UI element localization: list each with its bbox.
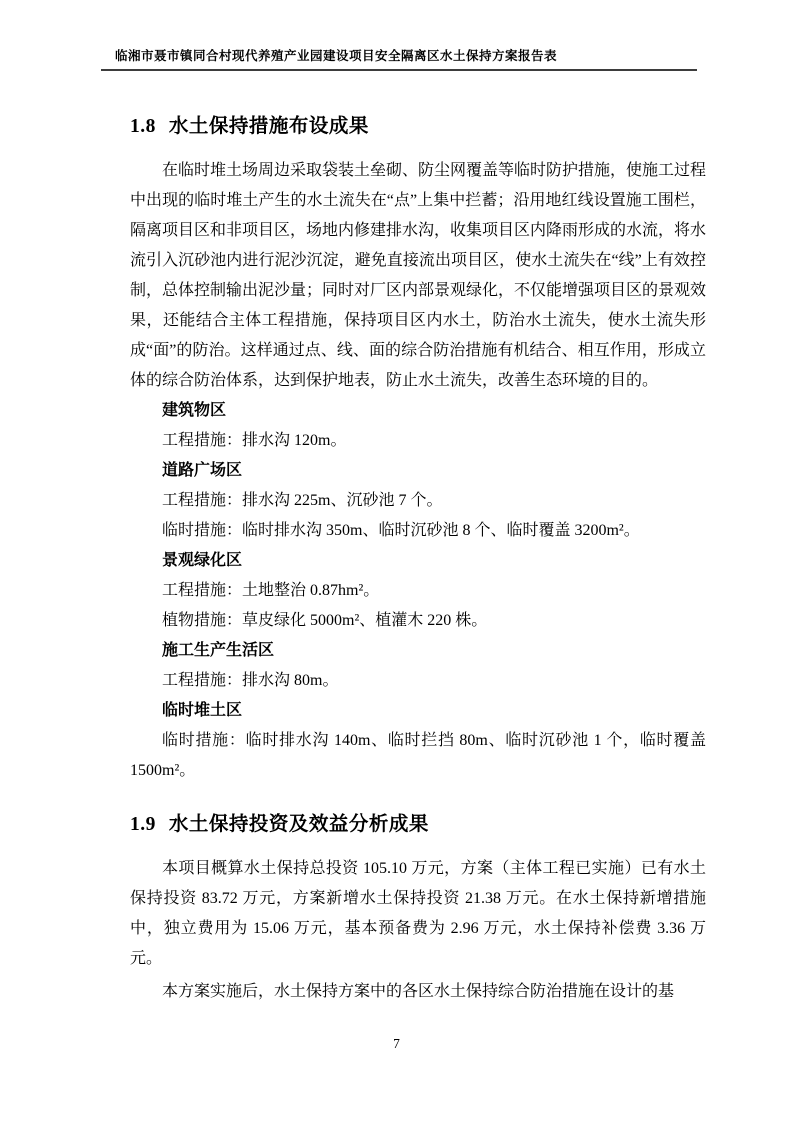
section-1-8-title: 水土保持措施布设成果 [168,116,369,137]
page-number: 7 [393,1036,400,1051]
section-1-9-investment-paragraph: 本项目概算水土保持总投资 105.10 万元，方案（主体工程已实施）已有水土保持投资 83.72 万元，方案新增水土保持投资 21.38 万元。在水土保持新增措施中，独立费用为 15.06 万元，基本预备费为 2.96 万元，水土保持补偿费 3.36 万元。 [130,860,706,967]
zone-measure-line: 工程措施：排水沟 80m。 [162,672,339,689]
zone-measure-line: 工程措施：土地整治 0.87hm²。 [162,582,380,599]
zone-measure-line: 植物措施：草皮绿化 5000m²、植灌木 220 株。 [162,612,488,629]
zone-measure-line: 临时措施：临时排水沟 350m、临时沉砂池 8 个、临时覆盖 3200m²。 [162,522,640,539]
zone-title-temporary-soil-stockpile: 临时堆土区 [162,702,243,719]
section-1-9-implementation-paragraph: 本方案实施后，水土保持方案中的各区水土保持综合防治措施在设计的基 [162,983,675,1000]
zone-measure-line: 工程措施：排水沟 225m、沉砂池 7 个。 [162,492,443,509]
page-content [130,88,706,1007]
zone-title-landscape-greening: 景观绿化区 [162,552,243,569]
zone-measure-line: 临时措施：临时排水沟 140m、临时拦挡 80m、临时沉砂池 1 个，临时覆盖 1500m²。 [130,732,706,779]
zone-title-buildings: 建筑物区 [162,402,227,419]
zone-measure-line: 工程措施：排水沟 120m。 [162,432,347,449]
section-1-9-title: 水土保持投资及效益分析成果 [168,814,429,835]
section-1-9-heading [130,808,706,836]
running-header: 临湘市聂市镇同合村现代养殖产业园建设项目安全隔离区水土保持方案报告表 [101,46,697,71]
zone-title-road-plaza: 道路广场区 [162,462,243,479]
section-1-8-heading [130,110,706,138]
section-1-8-intro-paragraph: 在临时堆土场周边采取袋装土垒砌、防尘网覆盖等临时防护措施，使施工过程中出现的临时堆土产生的水土流失在“点”上集中拦蓄；沿用地红线设置施工围栏，隔离项目区和非项目区，场地内修建排水沟，收集项目区内降雨形成的水流，将水流引入沉砂池内进行泥沙沉淀，避免直接流出项目区，使水土流失在“线”上有效控制，总体控制输出泥沙量；同时对厂区内部景观绿化，不仅能增强项目区的景观效果，还能结合主体工程措施，保持项目区内水土，防治水土流失，使水土流失形成“面”的防治。这样通过点、线、面的综合防治措施有机结合、相互作用，形成立体的综合防治体系，达到保护地表，防止水土流失，改善生态环境的目的。 [130,162,707,389]
section-1-8-number: 1.8 [130,116,156,137]
zone-title-construction-living-area: 施工生产生活区 [162,642,275,659]
section-1-9-number: 1.9 [130,814,156,835]
